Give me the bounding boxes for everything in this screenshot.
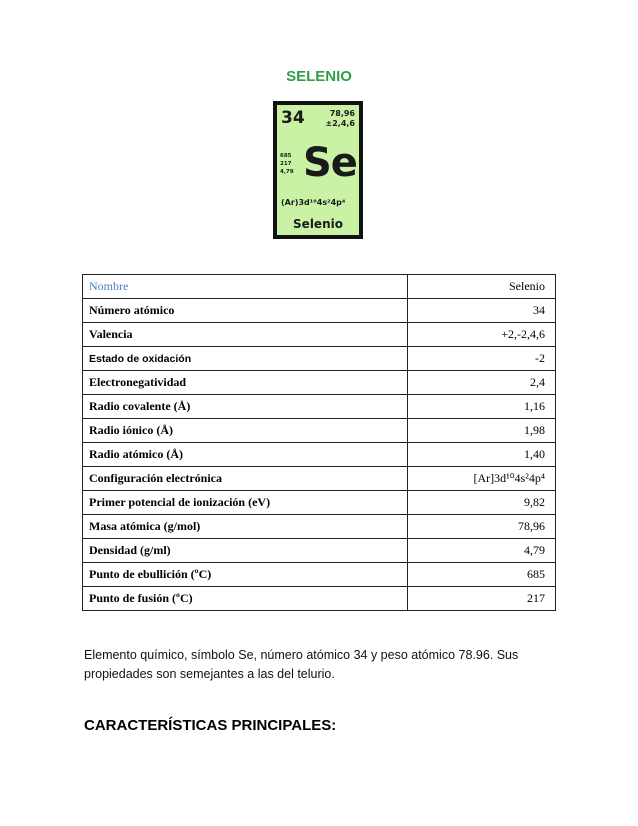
section-heading: CARACTERÍSTICAS PRINCIPALES: bbox=[84, 717, 337, 734]
tile-boiling-point: 685 bbox=[280, 153, 292, 159]
table-row bbox=[83, 275, 556, 299]
row-label: Densidad (g/ml) bbox=[83, 539, 408, 563]
description-paragraph: Elemento químico, símbolo Se, número atómico 34 y peso atómico 78.96. Sus propiedades son semejantes a las del telurio. bbox=[84, 648, 519, 681]
tile-melting-point: 217 bbox=[280, 161, 292, 167]
row-label: Punto de ebullición (ºC) bbox=[83, 563, 408, 587]
tile-side-values bbox=[280, 152, 294, 176]
row-value: 4,79 bbox=[407, 539, 555, 563]
tile-valence: ±2,4,6 bbox=[325, 119, 355, 128]
row-value: 1,16 bbox=[407, 395, 555, 419]
tile-atomic-number: 34 bbox=[281, 108, 305, 128]
properties-table bbox=[82, 274, 556, 611]
row-value: 34 bbox=[407, 299, 555, 323]
table-row bbox=[83, 539, 556, 563]
row-label: Primer potencial de ionización (eV) bbox=[83, 491, 408, 515]
tile-atomic-mass: 78,96 bbox=[329, 109, 355, 118]
row-value: 217 bbox=[407, 587, 555, 611]
element-tile-face bbox=[277, 105, 359, 235]
row-value: +2,-2,4,6 bbox=[407, 323, 555, 347]
table-row bbox=[83, 371, 556, 395]
table-row bbox=[83, 515, 556, 539]
row-value: Selenio bbox=[407, 275, 555, 299]
row-label: Masa atómica (g/mol) bbox=[83, 515, 408, 539]
table-row bbox=[83, 323, 556, 347]
row-label: Estado de oxidación bbox=[83, 347, 408, 371]
table-row bbox=[83, 299, 556, 323]
tile-symbol: Se bbox=[303, 140, 357, 186]
table-row bbox=[83, 467, 556, 491]
element-tile bbox=[273, 101, 363, 239]
row-label: Electronegatividad bbox=[83, 371, 408, 395]
tile-element-name: Selenio bbox=[293, 217, 343, 231]
tile-configuration: (Ar)3d¹⁰4s²4p⁴ bbox=[281, 198, 346, 207]
table-row bbox=[83, 443, 556, 467]
table-row bbox=[83, 419, 556, 443]
row-value: 9,82 bbox=[407, 491, 555, 515]
row-label: Radio iónico (Å) bbox=[83, 419, 408, 443]
row-value: [Ar]3d¹⁰4s²4p⁴ bbox=[407, 467, 555, 491]
table-row bbox=[83, 491, 556, 515]
row-label: Punto de fusión (ºC) bbox=[83, 587, 408, 611]
table-row bbox=[83, 587, 556, 611]
row-label: Configuración electrónica bbox=[83, 467, 408, 491]
row-value: 78,96 bbox=[407, 515, 555, 539]
tile-density: 4,79 bbox=[280, 169, 294, 175]
row-value: 2,4 bbox=[407, 371, 555, 395]
row-label: Radio covalente (Å) bbox=[83, 395, 408, 419]
row-value: 1,40 bbox=[407, 443, 555, 467]
table-row bbox=[83, 347, 556, 371]
row-label: Valencia bbox=[83, 323, 408, 347]
row-label: Número atómico bbox=[83, 299, 408, 323]
row-label: Radio atómico (Å) bbox=[83, 443, 408, 467]
page-title: SELENIO bbox=[286, 68, 352, 85]
row-label: Nombre bbox=[83, 275, 408, 299]
row-value: 1,98 bbox=[407, 419, 555, 443]
table-row bbox=[83, 563, 556, 587]
table-row bbox=[83, 395, 556, 419]
row-value: 685 bbox=[407, 563, 555, 587]
row-value: -2 bbox=[407, 347, 555, 371]
